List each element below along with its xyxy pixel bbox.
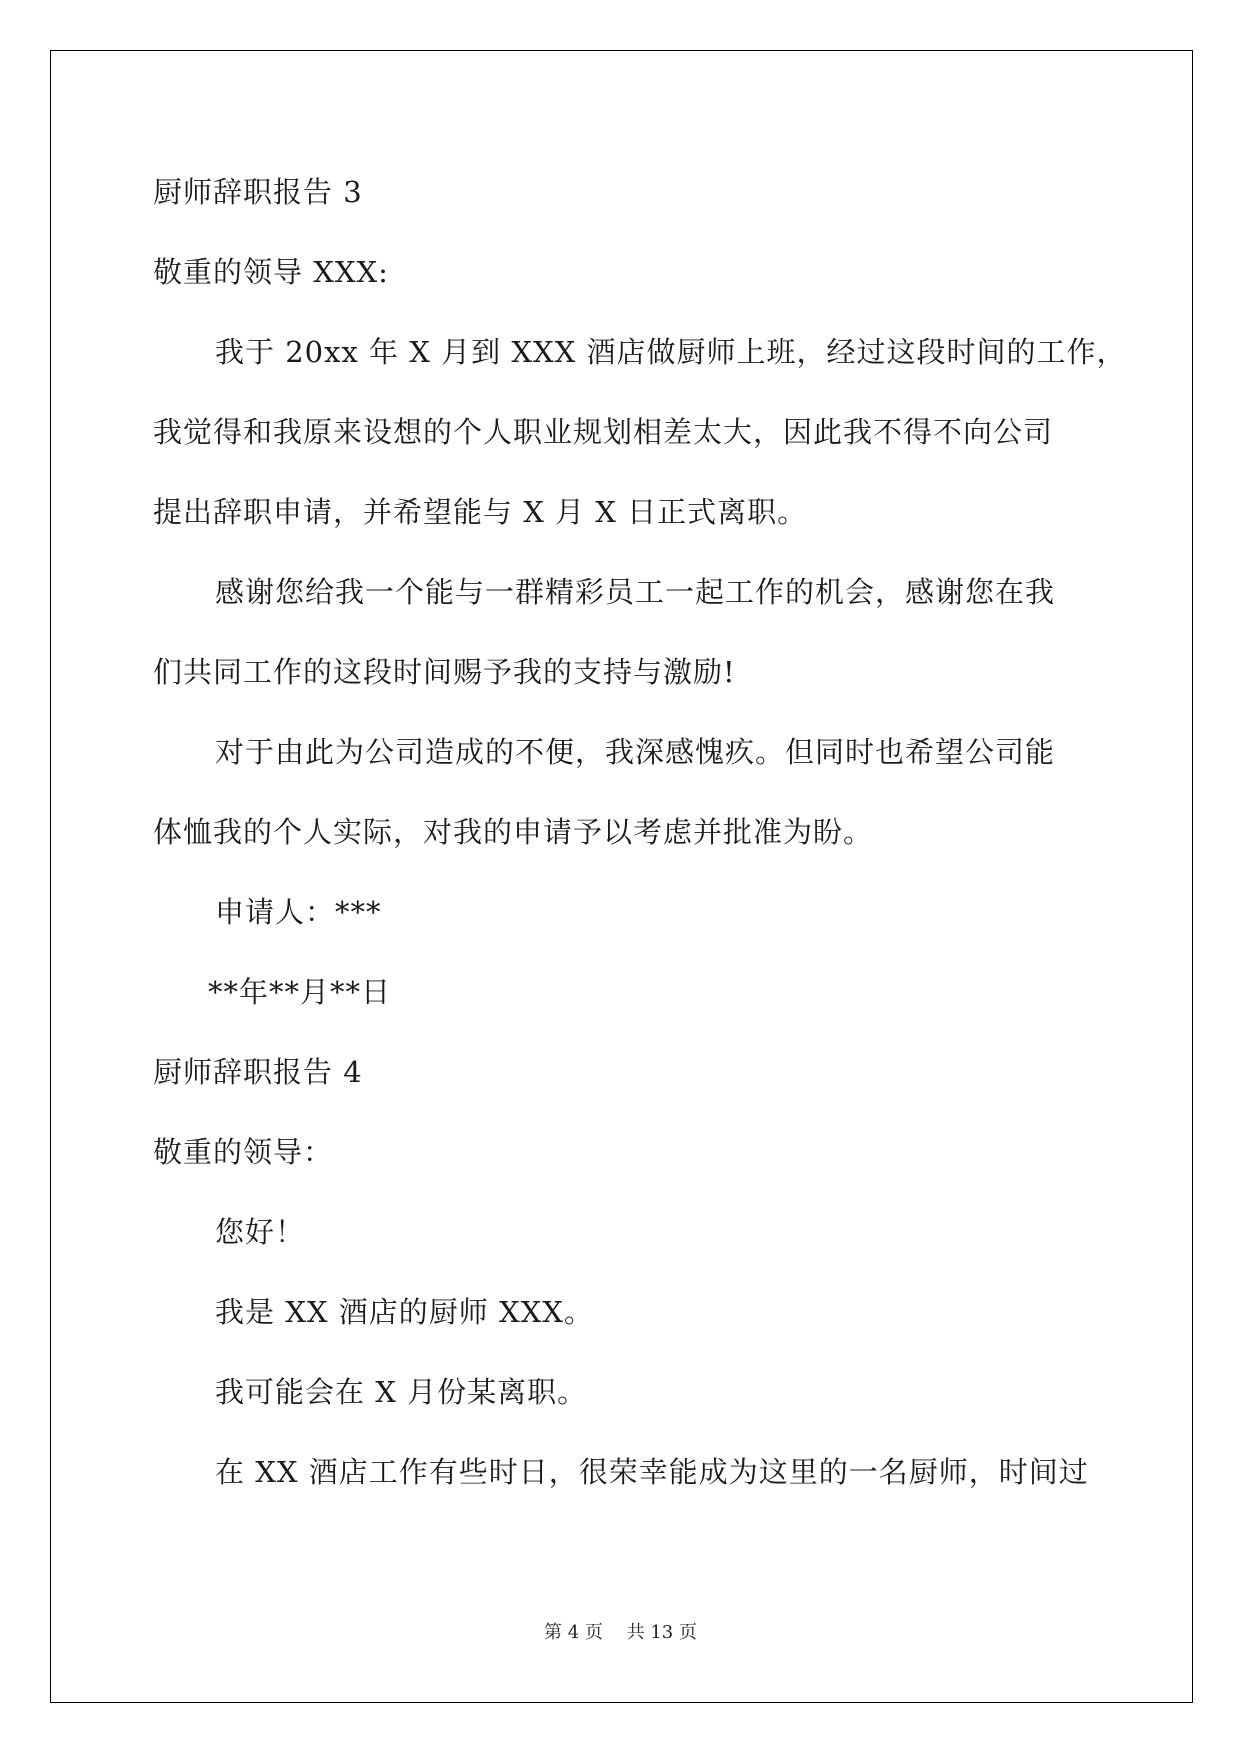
applicant-signature: 申请人：*** [215,895,382,929]
salutation: 敬重的领导 XXX: [153,255,389,289]
paragraph-line: 我觉得和我原来设想的个人职业规划相差太大，因此我不得不向公司 [153,415,1054,449]
section-title-4: 厨师辞职报告 4 [153,1055,363,1089]
signature-date: **年**月**日 [208,975,392,1009]
paragraph-line: 们共同工作的这段时间赐予我的支持与激励! [153,655,736,689]
page-number-footer: 第 4 页 共 13 页 [544,1622,697,1643]
salutation: 敬重的领导： [153,1135,334,1169]
section-title-3: 厨师辞职报告 3 [153,175,363,209]
paragraph-line: 提出辞职申请，并希望能与 X 月 X 日正式离职。 [153,495,808,529]
greeting: 您好！ [215,1215,306,1249]
paragraph-line: 对于由此为公司造成的不便，我深感愧疚。但同时也希望公司能 [215,735,1056,769]
paragraph-line: 体恤我的个人实际，对我的申请予以考虑并批准为盼。 [153,815,874,849]
paragraph-line: 我于 20xx 年 X 月到 XXX 酒店做厨师上班，经过这段时间的工作， [215,335,1127,369]
paragraph-line: 感谢您给我一个能与一群精彩员工一起工作的机会，感谢您在我 [215,575,1056,609]
paragraph-line: 我是 XX 酒店的厨师 XXX。 [215,1295,594,1329]
paragraph-line: 在 XX 酒店工作有些时日，很荣幸能成为这里的一名厨师，时间过 [215,1455,1089,1489]
paragraph-line: 我可能会在 X 月份某离职。 [215,1375,588,1409]
